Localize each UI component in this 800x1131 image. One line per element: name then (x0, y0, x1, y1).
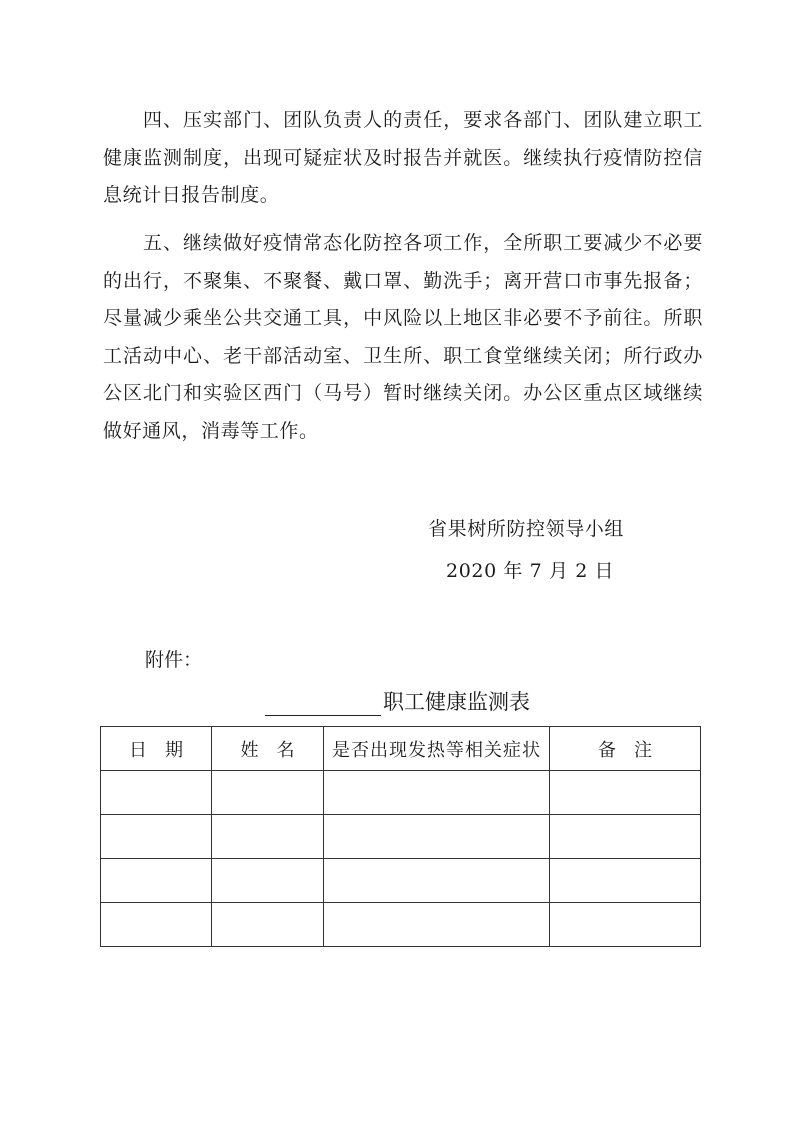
health-monitoring-table (100, 726, 701, 947)
table-cell[interactable] (324, 771, 550, 815)
table-title: 职工健康监测表 (383, 690, 530, 714)
signature-organization: 省果树所防控领导小组 (428, 518, 625, 540)
header-symptoms: 是否出现发热等相关症状 (324, 727, 550, 771)
table-row (101, 903, 701, 947)
table-title-block (265, 684, 545, 716)
table-row (101, 771, 701, 815)
header-remarks: 备注 (550, 727, 701, 771)
table-header-row (101, 727, 701, 771)
signature-date: 2020 年 7 月 2 日 (446, 560, 615, 582)
table-cell[interactable] (324, 903, 550, 947)
table-cell[interactable] (101, 859, 212, 903)
table-cell[interactable] (324, 859, 550, 903)
header-date: 日期 (101, 727, 212, 771)
table-cell[interactable] (550, 771, 701, 815)
table-row (101, 815, 701, 859)
table-cell[interactable] (550, 815, 701, 859)
table-row (101, 859, 701, 903)
paragraph-item-5: 五、继续做好疫情常态化防控各项工作，全所职工要减少不必要的出行，不聚集、不聚餐、戴口罩、勤洗手；离开营口市事先报备；尽量减少乘坐公共交通工具，中风险以上地区非必要不予前往。所职工活动中心、老干部活动室、卫生所、职工食堂继续关闭；所行政办公区北门和实验区西门（马号）暂时继续关闭。办公区重点区域继续做好通风，消毒等工作。 (103, 232, 703, 442)
table-cell[interactable] (101, 771, 212, 815)
table-cell[interactable] (212, 771, 324, 815)
table-cell[interactable] (101, 815, 212, 859)
table-cell[interactable] (212, 903, 324, 947)
table-cell[interactable] (212, 815, 324, 859)
table-cell[interactable] (550, 859, 701, 903)
table-cell[interactable] (212, 859, 324, 903)
header-name: 姓名 (212, 727, 324, 771)
title-blank-line (265, 691, 381, 716)
paragraph-item-4: 四、压实部门、团队负责人的责任，要求各部门、团队建立职工健康监测制度，出现可疑症状及时报告并就医。继续执行疫情防控信息统计日报告制度。 (103, 109, 703, 206)
table-cell[interactable] (550, 903, 701, 947)
attachment-label: 附件： (145, 649, 203, 671)
table-cell[interactable] (324, 815, 550, 859)
table-cell[interactable] (101, 903, 212, 947)
